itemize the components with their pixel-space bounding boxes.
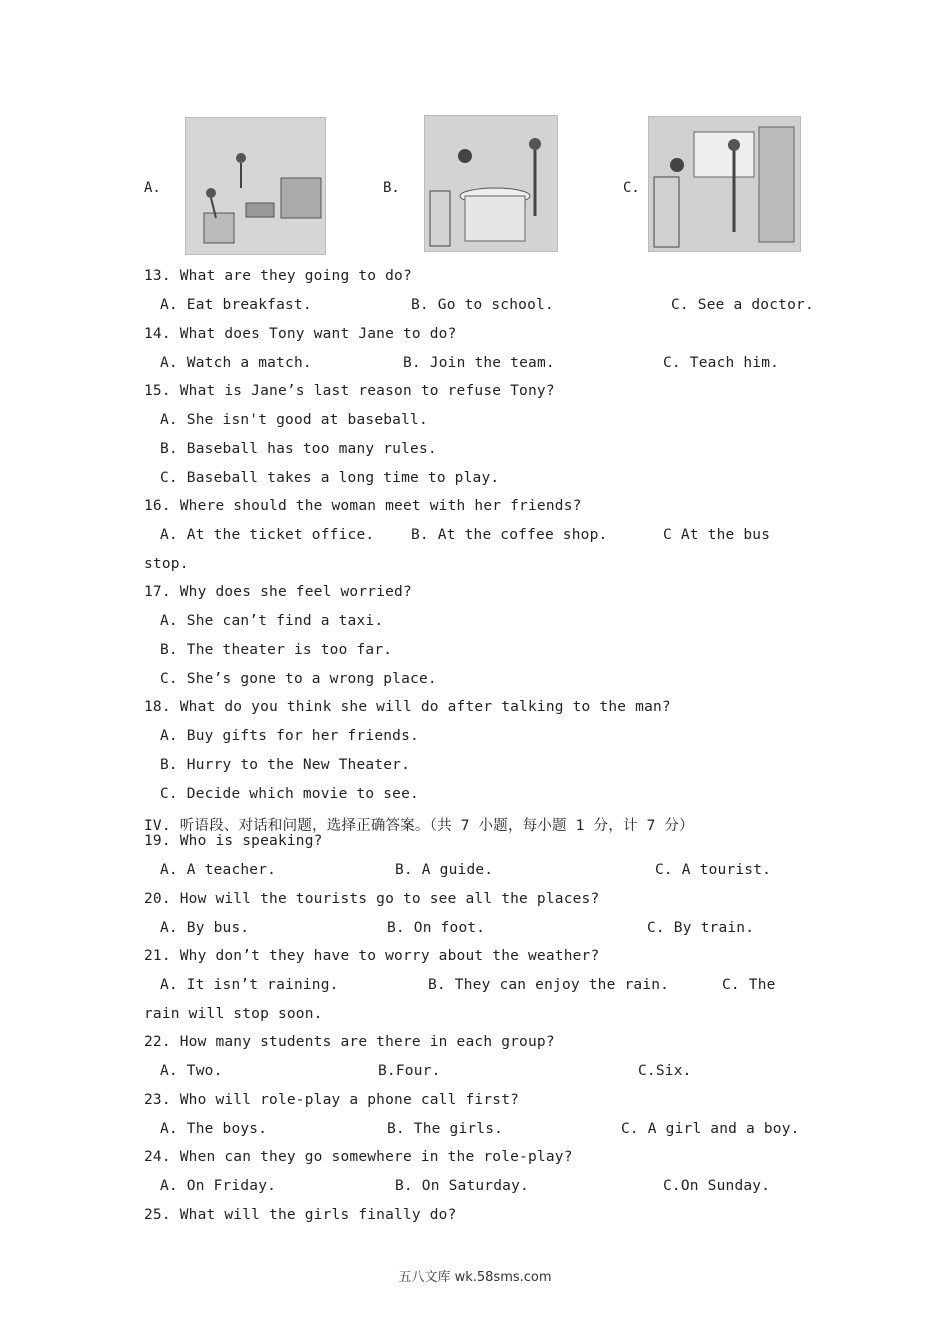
q18-option-c: C. Decide which movie to see. — [160, 786, 419, 802]
q23-option-c: C. A girl and a boy. — [621, 1121, 800, 1137]
q23-option-b: B. The girls. — [387, 1121, 504, 1137]
q18-option-b: B. Hurry to the New Theater. — [160, 757, 411, 773]
q21-option-a: A. It isn’t raining. — [160, 977, 339, 993]
question-23: 23. Who will role-play a phone call first? — [144, 1092, 520, 1108]
q22-option-b: B.Four. — [378, 1063, 441, 1079]
q14-option-b: B. Join the team. — [403, 355, 555, 371]
picture-label-a: A. — [144, 180, 161, 196]
q19-option-c: C. A tourist. — [655, 862, 772, 878]
q15-option-a: A. She isn't good at baseball. — [160, 412, 428, 428]
q24-option-a: A. On Friday. — [160, 1178, 277, 1194]
picture-label-b: B. — [383, 180, 400, 196]
q20-option-b: B. On foot. — [387, 920, 486, 936]
q22-option-c: C.Six. — [638, 1063, 692, 1079]
q22-option-a: A. Two. — [160, 1063, 223, 1079]
q16-option-c-continued: stop. — [144, 556, 189, 572]
question-15: 15. What is Jane’s last reason to refuse Tony? — [144, 383, 555, 399]
q21-option-c: C. The — [722, 977, 776, 993]
q21-option-b: B. They can enjoy the rain. — [428, 977, 670, 993]
question-22: 22. How many students are there in each group? — [144, 1034, 555, 1050]
q18-option-a: A. Buy gifts for her friends. — [160, 728, 419, 744]
q16-option-b: B. At the coffee shop. — [411, 527, 608, 543]
q16-option-a: A. At the ticket office. — [160, 527, 375, 543]
question-21: 21. Why don’t they have to worry about the weather? — [144, 948, 600, 964]
q17-option-b: B. The theater is too far. — [160, 642, 393, 658]
question-16: 16. Where should the woman meet with her friends? — [144, 498, 582, 514]
q21-option-c-continued: rain will stop soon. — [144, 1006, 323, 1022]
q19-option-b: B. A guide. — [395, 862, 494, 878]
picture-c-office — [648, 116, 801, 252]
q20-option-a: A. By bus. — [160, 920, 250, 936]
q15-option-c: C. Baseball takes a long time to play. — [160, 470, 500, 486]
q20-option-c: C. By train. — [647, 920, 755, 936]
q13-option-a: A. Eat breakfast. — [160, 297, 312, 313]
q24-option-c: C.On Sunday. — [663, 1178, 771, 1194]
q16-option-c: C At the bus — [663, 527, 771, 543]
question-18: 18. What do you think she will do after talking to the man? — [144, 699, 671, 715]
footer-watermark: 五八文库 wk.58sms.com — [398, 1270, 552, 1285]
picture-b-restaurant — [424, 115, 558, 252]
q17-option-c: C. She’s gone to a wrong place. — [160, 671, 437, 687]
question-17: 17. Why does she feel worried? — [144, 584, 412, 600]
q19-option-a: A. A teacher. — [160, 862, 277, 878]
picture-options — [0, 112, 950, 262]
q14-option-a: A. Watch a match. — [160, 355, 312, 371]
section-iv-heading: IV. 听语段、对话和问题，选择正确答案。（共 7 小题，每小题 1 分，计 7 分） — [144, 818, 694, 834]
q13-option-b: B. Go to school. — [411, 297, 554, 313]
question-13: 13. What are they going to do? — [144, 268, 412, 284]
picture-label-c: C. — [623, 180, 640, 196]
question-25: 25. What will the girls finally do? — [144, 1207, 457, 1223]
q13-option-c: C. See a doctor. — [671, 297, 814, 313]
question-24: 24. When can they go somewhere in the role-play? — [144, 1149, 573, 1165]
q14-option-c: C. Teach him. — [663, 355, 780, 371]
q15-option-b: B. Baseball has too many rules. — [160, 441, 437, 457]
question-20: 20. How will the tourists go to see all the places? — [144, 891, 600, 907]
picture-a-living-room — [185, 117, 326, 255]
question-14: 14. What does Tony want Jane to do? — [144, 326, 457, 342]
q23-option-a: A. The boys. — [160, 1121, 268, 1137]
q17-option-a: A. She can’t find a taxi. — [160, 613, 384, 629]
question-19: 19. Who is speaking? — [144, 833, 323, 849]
q24-option-b: B. On Saturday. — [395, 1178, 529, 1194]
